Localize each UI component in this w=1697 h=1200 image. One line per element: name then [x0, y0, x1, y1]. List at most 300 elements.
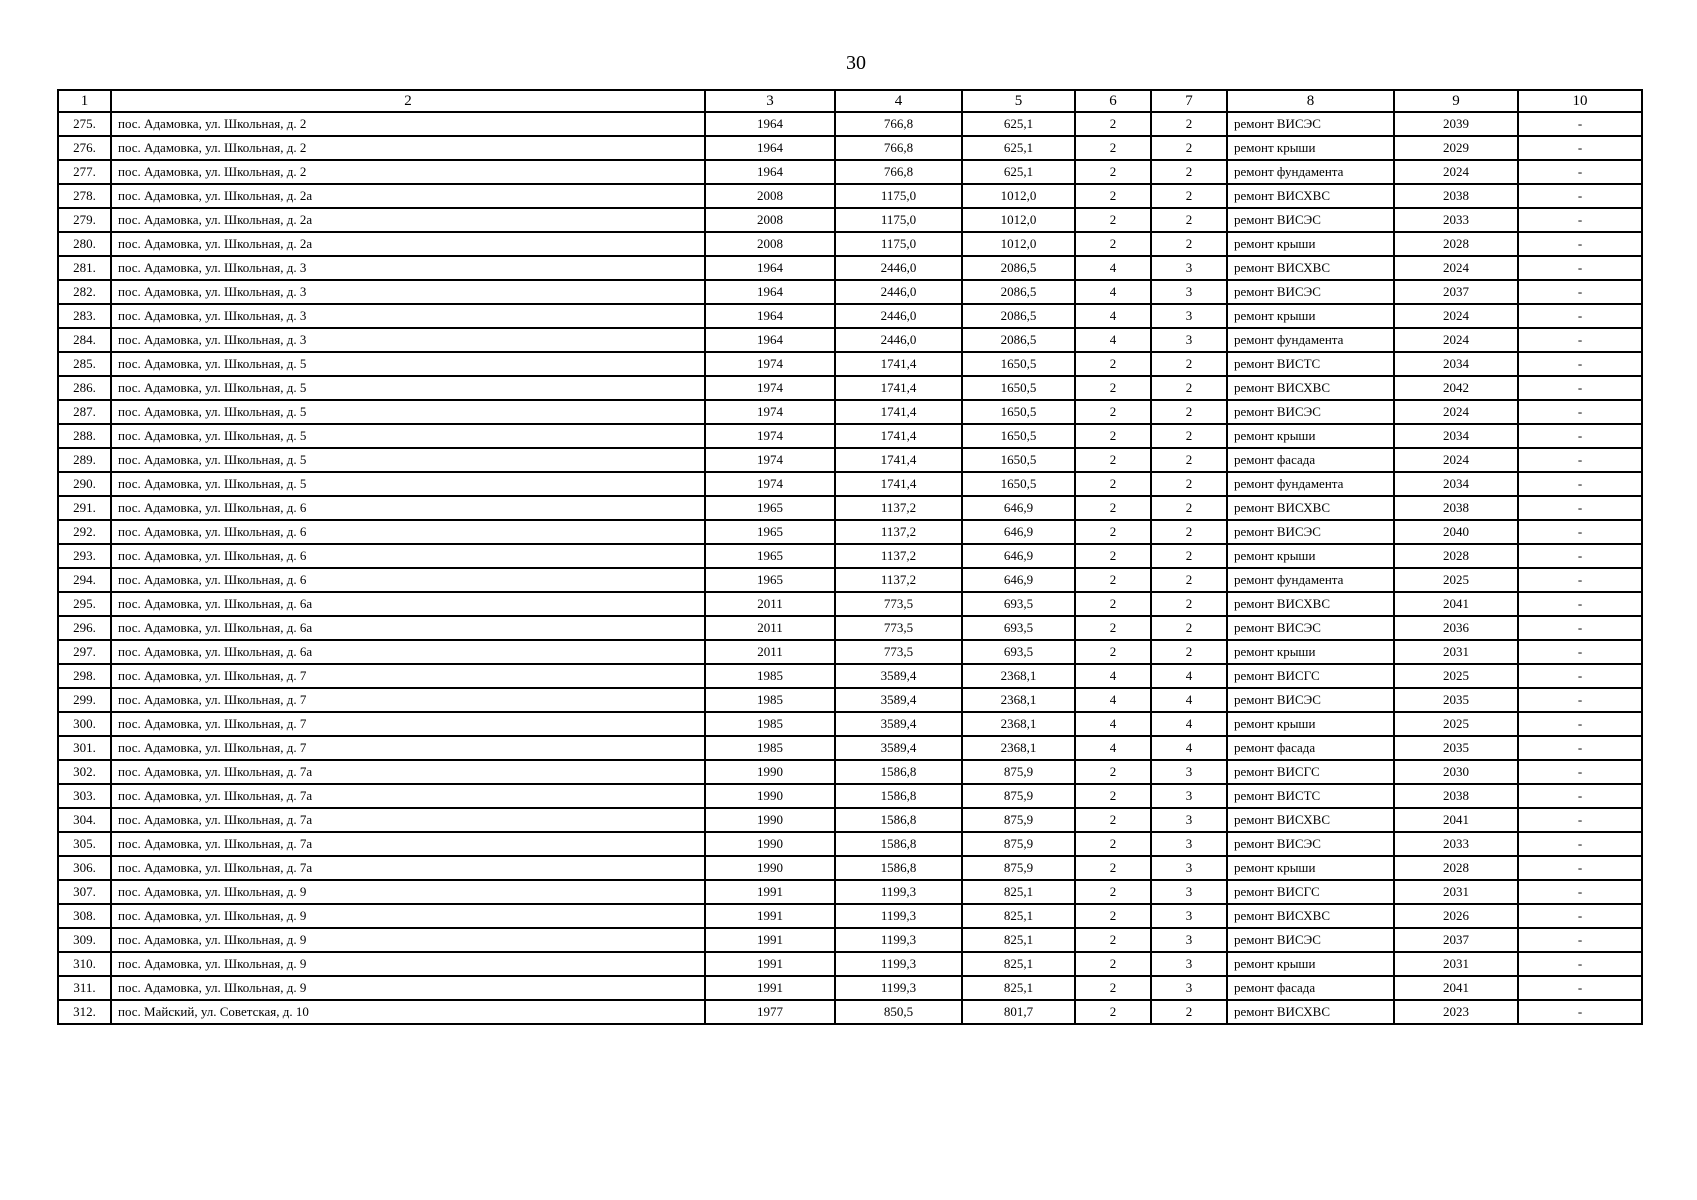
address-cell: пос. Адамовка, ул. Школьная, д. 2а	[111, 208, 705, 232]
entrances-cell: 2	[1151, 568, 1227, 592]
address-cell: пос. Адамовка, ул. Школьная, д. 9	[111, 976, 705, 1000]
living-area-cell: 875,9	[962, 832, 1075, 856]
build-year-cell: 1964	[705, 160, 835, 184]
address-cell: пос. Адамовка, ул. Школьная, д. 5	[111, 352, 705, 376]
total-area-cell: 3589,4	[835, 712, 962, 736]
planned-year-cell: 2025	[1394, 664, 1518, 688]
floors-cell: 2	[1075, 496, 1151, 520]
entrances-cell: 2	[1151, 136, 1227, 160]
work-type-cell: ремонт крыши	[1227, 952, 1394, 976]
total-area-cell: 1199,3	[835, 928, 962, 952]
build-year-cell: 2008	[705, 184, 835, 208]
living-area-cell: 1012,0	[962, 208, 1075, 232]
address-cell: пос. Адамовка, ул. Школьная, д. 6а	[111, 592, 705, 616]
row-number-cell: 293.	[58, 544, 111, 568]
build-year-cell: 1977	[705, 1000, 835, 1024]
planned-year-cell: 2024	[1394, 256, 1518, 280]
note-cell: -	[1518, 160, 1642, 184]
note-cell: -	[1518, 664, 1642, 688]
note-cell: -	[1518, 856, 1642, 880]
address-cell: пос. Адамовка, ул. Школьная, д. 2	[111, 112, 705, 136]
address-cell: пос. Майский, ул. Советская, д. 10	[111, 1000, 705, 1024]
total-area-cell: 773,5	[835, 592, 962, 616]
address-cell: пос. Адамовка, ул. Школьная, д. 3	[111, 328, 705, 352]
total-area-cell: 1586,8	[835, 832, 962, 856]
note-cell: -	[1518, 280, 1642, 304]
total-area-cell: 1199,3	[835, 880, 962, 904]
note-cell: -	[1518, 976, 1642, 1000]
work-type-cell: ремонт крыши	[1227, 136, 1394, 160]
floors-cell: 2	[1075, 424, 1151, 448]
floors-cell: 4	[1075, 328, 1151, 352]
row-number-cell: 304.	[58, 808, 111, 832]
entrances-cell: 2	[1151, 184, 1227, 208]
living-area-cell: 2086,5	[962, 256, 1075, 280]
row-number-cell: 305.	[58, 832, 111, 856]
entrances-cell: 2	[1151, 400, 1227, 424]
entrances-cell: 2	[1151, 424, 1227, 448]
total-area-cell: 850,5	[835, 1000, 962, 1024]
planned-year-cell: 2025	[1394, 568, 1518, 592]
entrances-cell: 2	[1151, 616, 1227, 640]
planned-year-cell: 2031	[1394, 952, 1518, 976]
planned-year-cell: 2038	[1394, 784, 1518, 808]
build-year-cell: 1974	[705, 448, 835, 472]
table-row	[58, 232, 1642, 256]
build-year-cell: 2008	[705, 208, 835, 232]
entrances-cell: 2	[1151, 232, 1227, 256]
note-cell: -	[1518, 112, 1642, 136]
table-row	[58, 688, 1642, 712]
total-area-cell: 1137,2	[835, 496, 962, 520]
column-header: 4	[835, 90, 962, 112]
build-year-cell: 1965	[705, 544, 835, 568]
floors-cell: 2	[1075, 952, 1151, 976]
build-year-cell: 1964	[705, 112, 835, 136]
address-cell: пос. Адамовка, ул. Школьная, д. 6	[111, 568, 705, 592]
planned-year-cell: 2041	[1394, 592, 1518, 616]
address-cell: пос. Адамовка, ул. Школьная, д. 7а	[111, 856, 705, 880]
row-number-cell: 292.	[58, 520, 111, 544]
table-row	[58, 496, 1642, 520]
address-cell: пос. Адамовка, ул. Школьная, д. 7	[111, 712, 705, 736]
work-type-cell: ремонт фундамента	[1227, 472, 1394, 496]
note-cell: -	[1518, 808, 1642, 832]
address-cell: пос. Адамовка, ул. Школьная, д. 9	[111, 952, 705, 976]
living-area-cell: 1650,5	[962, 448, 1075, 472]
note-cell: -	[1518, 520, 1642, 544]
build-year-cell: 1990	[705, 808, 835, 832]
note-cell: -	[1518, 832, 1642, 856]
floors-cell: 2	[1075, 160, 1151, 184]
table-row	[58, 712, 1642, 736]
work-type-cell: ремонт крыши	[1227, 232, 1394, 256]
entrances-cell: 3	[1151, 880, 1227, 904]
living-area-cell: 1650,5	[962, 376, 1075, 400]
entrances-cell: 3	[1151, 952, 1227, 976]
work-type-cell: ремонт фасада	[1227, 736, 1394, 760]
note-cell: -	[1518, 136, 1642, 160]
floors-cell: 2	[1075, 232, 1151, 256]
table-row	[58, 640, 1642, 664]
floors-cell: 2	[1075, 808, 1151, 832]
floors-cell: 4	[1075, 688, 1151, 712]
planned-year-cell: 2042	[1394, 376, 1518, 400]
work-type-cell: ремонт ВИСЭС	[1227, 520, 1394, 544]
note-cell: -	[1518, 256, 1642, 280]
table-row	[58, 376, 1642, 400]
living-area-cell: 646,9	[962, 568, 1075, 592]
build-year-cell: 2011	[705, 640, 835, 664]
table-row	[58, 904, 1642, 928]
work-type-cell: ремонт крыши	[1227, 304, 1394, 328]
living-area-cell: 646,9	[962, 520, 1075, 544]
table-row	[58, 472, 1642, 496]
planned-year-cell: 2024	[1394, 448, 1518, 472]
table-body	[58, 112, 1642, 1024]
planned-year-cell: 2028	[1394, 232, 1518, 256]
planned-year-cell: 2035	[1394, 736, 1518, 760]
living-area-cell: 1650,5	[962, 472, 1075, 496]
row-number-cell: 290.	[58, 472, 111, 496]
floors-cell: 4	[1075, 736, 1151, 760]
address-cell: пос. Адамовка, ул. Школьная, д. 2	[111, 160, 705, 184]
table-row	[58, 352, 1642, 376]
table-row	[58, 760, 1642, 784]
column-header: 1	[58, 90, 111, 112]
living-area-cell: 875,9	[962, 784, 1075, 808]
table-row	[58, 328, 1642, 352]
build-year-cell: 1964	[705, 136, 835, 160]
note-cell: -	[1518, 712, 1642, 736]
address-cell: пос. Адамовка, ул. Школьная, д. 2а	[111, 184, 705, 208]
planned-year-cell: 2033	[1394, 208, 1518, 232]
row-number-cell: 309.	[58, 928, 111, 952]
floors-cell: 2	[1075, 616, 1151, 640]
row-number-cell: 310.	[58, 952, 111, 976]
total-area-cell: 3589,4	[835, 664, 962, 688]
work-type-cell: ремонт крыши	[1227, 856, 1394, 880]
table-row	[58, 928, 1642, 952]
total-area-cell: 1175,0	[835, 232, 962, 256]
row-number-cell: 281.	[58, 256, 111, 280]
table-row	[58, 856, 1642, 880]
column-header: 9	[1394, 90, 1518, 112]
address-cell: пос. Адамовка, ул. Школьная, д. 6а	[111, 640, 705, 664]
planned-year-cell: 2037	[1394, 928, 1518, 952]
living-area-cell: 1012,0	[962, 184, 1075, 208]
work-type-cell: ремонт крыши	[1227, 712, 1394, 736]
floors-cell: 2	[1075, 1000, 1151, 1024]
living-area-cell: 875,9	[962, 856, 1075, 880]
entrances-cell: 2	[1151, 352, 1227, 376]
entrances-cell: 4	[1151, 664, 1227, 688]
note-cell: -	[1518, 376, 1642, 400]
column-header: 3	[705, 90, 835, 112]
total-area-cell: 766,8	[835, 160, 962, 184]
row-number-cell: 294.	[58, 568, 111, 592]
note-cell: -	[1518, 784, 1642, 808]
living-area-cell: 646,9	[962, 496, 1075, 520]
floors-cell: 2	[1075, 544, 1151, 568]
work-type-cell: ремонт ВИСХВС	[1227, 808, 1394, 832]
row-number-cell: 291.	[58, 496, 111, 520]
work-type-cell: ремонт ВИСЭС	[1227, 832, 1394, 856]
address-cell: пос. Адамовка, ул. Школьная, д. 5	[111, 472, 705, 496]
entrances-cell: 2	[1151, 112, 1227, 136]
table-row	[58, 448, 1642, 472]
address-cell: пос. Адамовка, ул. Школьная, д. 6	[111, 496, 705, 520]
note-cell: -	[1518, 568, 1642, 592]
address-cell: пос. Адамовка, ул. Школьная, д. 2а	[111, 232, 705, 256]
floors-cell: 2	[1075, 976, 1151, 1000]
build-year-cell: 1974	[705, 352, 835, 376]
row-number-cell: 283.	[58, 304, 111, 328]
note-cell: -	[1518, 496, 1642, 520]
work-type-cell: ремонт фундамента	[1227, 160, 1394, 184]
total-area-cell: 773,5	[835, 640, 962, 664]
living-area-cell: 693,5	[962, 616, 1075, 640]
build-year-cell: 2008	[705, 232, 835, 256]
planned-year-cell: 2034	[1394, 352, 1518, 376]
planned-year-cell: 2029	[1394, 136, 1518, 160]
living-area-cell: 825,1	[962, 880, 1075, 904]
address-cell: пос. Адамовка, ул. Школьная, д. 7	[111, 664, 705, 688]
floors-cell: 2	[1075, 928, 1151, 952]
note-cell: -	[1518, 448, 1642, 472]
living-area-cell: 825,1	[962, 976, 1075, 1000]
floors-cell: 2	[1075, 880, 1151, 904]
floors-cell: 4	[1075, 664, 1151, 688]
address-cell: пос. Адамовка, ул. Школьная, д. 5	[111, 376, 705, 400]
living-area-cell: 1650,5	[962, 424, 1075, 448]
table-row	[58, 184, 1642, 208]
note-cell: -	[1518, 328, 1642, 352]
work-type-cell: ремонт ВИСХВС	[1227, 592, 1394, 616]
row-number-cell: 302.	[58, 760, 111, 784]
note-cell: -	[1518, 904, 1642, 928]
address-cell: пос. Адамовка, ул. Школьная, д. 5	[111, 424, 705, 448]
note-cell: -	[1518, 1000, 1642, 1024]
row-number-cell: 298.	[58, 664, 111, 688]
row-number-cell: 288.	[58, 424, 111, 448]
planned-year-cell: 2038	[1394, 496, 1518, 520]
work-type-cell: ремонт ВИСХВС	[1227, 496, 1394, 520]
build-year-cell: 1964	[705, 280, 835, 304]
total-area-cell: 3589,4	[835, 736, 962, 760]
page-number: 30	[846, 52, 866, 74]
planned-year-cell: 2031	[1394, 640, 1518, 664]
entrances-cell: 3	[1151, 760, 1227, 784]
note-cell: -	[1518, 472, 1642, 496]
table-row	[58, 424, 1642, 448]
entrances-cell: 3	[1151, 280, 1227, 304]
build-year-cell: 1990	[705, 856, 835, 880]
total-area-cell: 1741,4	[835, 472, 962, 496]
work-type-cell: ремонт ВИСТС	[1227, 352, 1394, 376]
living-area-cell: 2368,1	[962, 664, 1075, 688]
living-area-cell: 693,5	[962, 592, 1075, 616]
total-area-cell: 1199,3	[835, 976, 962, 1000]
total-area-cell: 1175,0	[835, 208, 962, 232]
work-type-cell: ремонт ВИСТС	[1227, 784, 1394, 808]
entrances-cell: 3	[1151, 328, 1227, 352]
living-area-cell: 693,5	[962, 640, 1075, 664]
planned-year-cell: 2026	[1394, 904, 1518, 928]
entrances-cell: 3	[1151, 856, 1227, 880]
row-number-cell: 286.	[58, 376, 111, 400]
living-area-cell: 625,1	[962, 112, 1075, 136]
total-area-cell: 766,8	[835, 112, 962, 136]
table-row	[58, 832, 1642, 856]
build-year-cell: 1991	[705, 904, 835, 928]
table-row	[58, 616, 1642, 640]
planned-year-cell: 2034	[1394, 472, 1518, 496]
work-type-cell: ремонт фундамента	[1227, 568, 1394, 592]
row-number-cell: 284.	[58, 328, 111, 352]
build-year-cell: 1991	[705, 976, 835, 1000]
address-cell: пос. Адамовка, ул. Школьная, д. 6а	[111, 616, 705, 640]
entrances-cell: 2	[1151, 472, 1227, 496]
work-type-cell: ремонт ВИСХВС	[1227, 184, 1394, 208]
living-area-cell: 1650,5	[962, 352, 1075, 376]
total-area-cell: 2446,0	[835, 280, 962, 304]
entrances-cell: 2	[1151, 1000, 1227, 1024]
build-year-cell: 1991	[705, 928, 835, 952]
table-row	[58, 784, 1642, 808]
work-type-cell: ремонт фундамента	[1227, 328, 1394, 352]
build-year-cell: 1974	[705, 472, 835, 496]
row-number-cell: 299.	[58, 688, 111, 712]
row-number-cell: 280.	[58, 232, 111, 256]
entrances-cell: 3	[1151, 928, 1227, 952]
work-type-cell: ремонт ВИСЭС	[1227, 688, 1394, 712]
note-cell: -	[1518, 208, 1642, 232]
build-year-cell: 1985	[705, 712, 835, 736]
floors-cell: 2	[1075, 640, 1151, 664]
total-area-cell: 1741,4	[835, 352, 962, 376]
row-number-cell: 287.	[58, 400, 111, 424]
living-area-cell: 2368,1	[962, 712, 1075, 736]
entrances-cell: 2	[1151, 520, 1227, 544]
address-cell: пос. Адамовка, ул. Школьная, д. 6	[111, 520, 705, 544]
build-year-cell: 1985	[705, 664, 835, 688]
planned-year-cell: 2024	[1394, 304, 1518, 328]
entrances-cell: 3	[1151, 256, 1227, 280]
entrances-cell: 4	[1151, 688, 1227, 712]
floors-cell: 2	[1075, 568, 1151, 592]
note-cell: -	[1518, 928, 1642, 952]
total-area-cell: 1741,4	[835, 376, 962, 400]
work-type-cell: ремонт фасада	[1227, 976, 1394, 1000]
floors-cell: 2	[1075, 184, 1151, 208]
row-number-cell: 277.	[58, 160, 111, 184]
note-cell: -	[1518, 424, 1642, 448]
total-area-cell: 1199,3	[835, 952, 962, 976]
floors-cell: 4	[1075, 280, 1151, 304]
row-number-cell: 278.	[58, 184, 111, 208]
work-type-cell: ремонт ВИСЭС	[1227, 112, 1394, 136]
build-year-cell: 2011	[705, 592, 835, 616]
work-type-cell: ремонт ВИСХВС	[1227, 376, 1394, 400]
table-row	[58, 208, 1642, 232]
floors-cell: 2	[1075, 136, 1151, 160]
planned-year-cell: 2034	[1394, 424, 1518, 448]
table-row	[58, 736, 1642, 760]
work-type-cell: ремонт ВИСГС	[1227, 664, 1394, 688]
address-cell: пос. Адамовка, ул. Школьная, д. 9	[111, 928, 705, 952]
note-cell: -	[1518, 880, 1642, 904]
planned-year-cell: 2038	[1394, 184, 1518, 208]
build-year-cell: 1965	[705, 520, 835, 544]
total-area-cell: 1586,8	[835, 784, 962, 808]
table-row	[58, 568, 1642, 592]
build-year-cell: 1991	[705, 952, 835, 976]
build-year-cell: 1965	[705, 496, 835, 520]
living-area-cell: 1012,0	[962, 232, 1075, 256]
address-cell: пос. Адамовка, ул. Школьная, д. 7а	[111, 832, 705, 856]
row-number-cell: 311.	[58, 976, 111, 1000]
planned-year-cell: 2041	[1394, 808, 1518, 832]
entrances-cell: 2	[1151, 544, 1227, 568]
total-area-cell: 1741,4	[835, 448, 962, 472]
row-number-cell: 295.	[58, 592, 111, 616]
total-area-cell: 2446,0	[835, 304, 962, 328]
total-area-cell: 1586,8	[835, 760, 962, 784]
note-cell: -	[1518, 304, 1642, 328]
address-cell: пос. Адамовка, ул. Школьная, д. 5	[111, 448, 705, 472]
table-row	[58, 256, 1642, 280]
living-area-cell: 2368,1	[962, 688, 1075, 712]
address-cell: пос. Адамовка, ул. Школьная, д. 9	[111, 904, 705, 928]
table-row	[58, 136, 1642, 160]
address-cell: пос. Адамовка, ул. Школьная, д. 9	[111, 880, 705, 904]
address-cell: пос. Адамовка, ул. Школьная, д. 7а	[111, 784, 705, 808]
planned-year-cell: 2028	[1394, 544, 1518, 568]
total-area-cell: 1137,2	[835, 544, 962, 568]
living-area-cell: 875,9	[962, 760, 1075, 784]
floors-cell: 2	[1075, 904, 1151, 928]
floors-cell: 4	[1075, 712, 1151, 736]
floors-cell: 4	[1075, 256, 1151, 280]
living-area-cell: 875,9	[962, 808, 1075, 832]
row-number-cell: 285.	[58, 352, 111, 376]
note-cell: -	[1518, 400, 1642, 424]
total-area-cell: 1741,4	[835, 424, 962, 448]
build-year-cell: 2011	[705, 616, 835, 640]
address-cell: пос. Адамовка, ул. Школьная, д. 7а	[111, 808, 705, 832]
living-area-cell: 825,1	[962, 952, 1075, 976]
table-row	[58, 400, 1642, 424]
entrances-cell: 3	[1151, 904, 1227, 928]
column-header: 7	[1151, 90, 1227, 112]
total-area-cell: 1586,8	[835, 856, 962, 880]
address-cell: пос. Адамовка, ул. Школьная, д. 3	[111, 304, 705, 328]
total-area-cell: 3589,4	[835, 688, 962, 712]
total-area-cell: 773,5	[835, 616, 962, 640]
build-year-cell: 1985	[705, 736, 835, 760]
build-year-cell: 1964	[705, 304, 835, 328]
floors-cell: 2	[1075, 592, 1151, 616]
entrances-cell: 3	[1151, 784, 1227, 808]
repair-schedule-table	[57, 89, 1643, 1025]
total-area-cell: 766,8	[835, 136, 962, 160]
address-cell: пос. Адамовка, ул. Школьная, д. 7а	[111, 760, 705, 784]
planned-year-cell: 2035	[1394, 688, 1518, 712]
entrances-cell: 3	[1151, 808, 1227, 832]
note-cell: -	[1518, 640, 1642, 664]
entrances-cell: 4	[1151, 712, 1227, 736]
